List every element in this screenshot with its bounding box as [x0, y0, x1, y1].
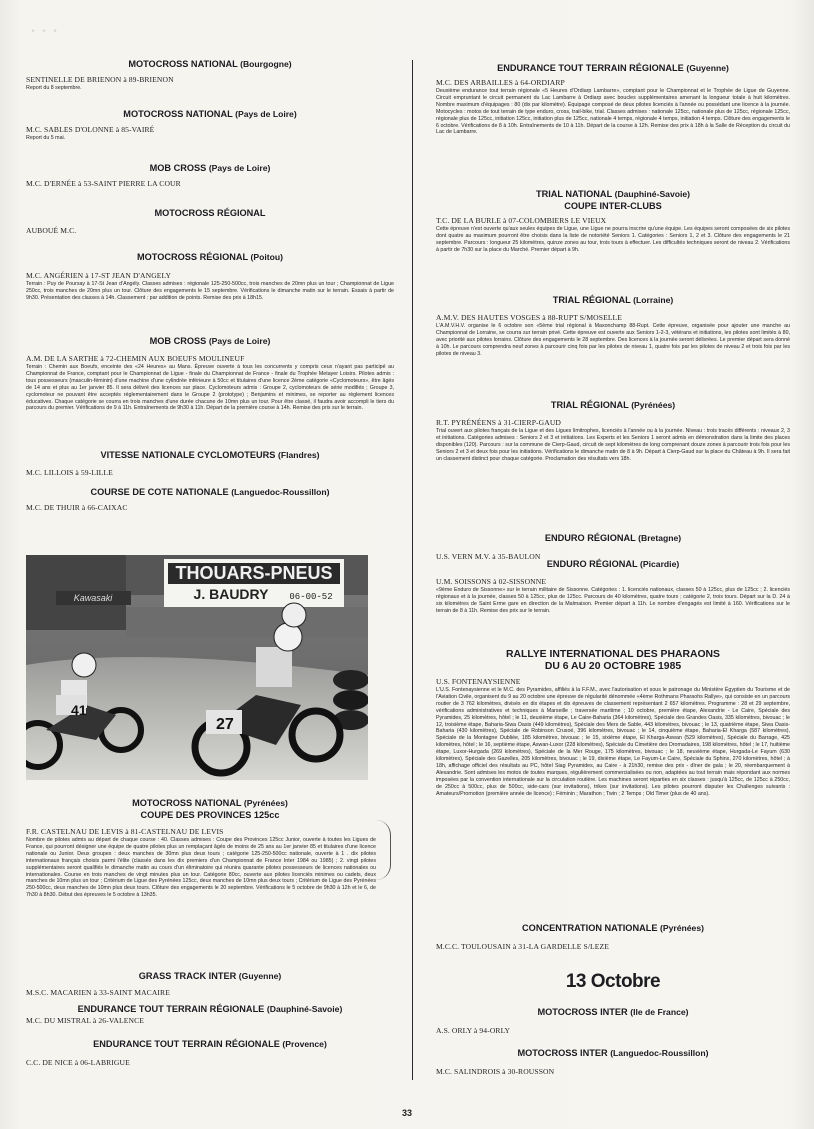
organizer: A.M. DE LA SARTHE à 72-CHEMIN AUX BOEUFS MOULINEUF	[26, 354, 245, 363]
event-details: L'U.S. Fontenaysienne et le M.C. des Pyramides, affiliés à la F.F.M., avec l'autorisation et sous le patronage du Ministère Égyptien du Tourisme et de l'Aviation Civile, organisent du 9 au 20 octobre une épreuve de régularité dénommée «4ème Rothmans Pharaohs Rallye», qui consiste en un parcours routier de 3 762 kilomètres, divisés en dix étapes et dix épreuves de classement représentant 2 657 kilomètres. Programme : 28 et 29 septembre, vérifications administratives et techniques à Marseille ; traversée maritime ; 10 octobre, première étape, Alexandrie - Le Caire, Spéciale des Pyramides, 25 kilomètres, hôtel ; le 11, deuxième étape, Le Caire-Baharia (364 kilomètres), Spéciale des Grandes Oasis, 335 kilomètres, bivouac ; le 12, troisième étape, Baharia-Siwa Oasis (449 kilomètres), Spéciale des Mers de Sable, 443 kilomètres, bivouac ; le 13, quatrième étape, Siwa Oasis-Baharia (430 kilomètres), Spéciale de Robinson Crusoé, 396 kilomètres, bivouac ; le 14, cinquième étape, Baharia-El Kharga (587 kilomètres), Spéciale de la Montagne Oubliée, 185 kilomètres, bivouac ; le 15, sixième étape, El Kharga-Aswan (529 kilomètres), Spéciale du Barrage, 425 kilomètres, hôtel ; le 16, septième étape, Aswan-Luxor (228 kilomètres), Spéciale du Cimetière des Dromadaires, 198 kilomètres, hôtel ; le 17, huitième étape, Luxor-Hurgada (269 kilomètres), Spéciale de la Mer Rouge, 175 kilomètres, bivouac ; le 18, neuvième étape, Hurgada-Le Fayum (630 kilomètres), Spéciale des Gazelles, 205 kilomètres, bivouac ; le 19, dixième étape, Le Fayum-Le Caire, Spéciale du Sphinx, 270 kilomètres, hôtel ; à 18h, affichage officiel des résultats au PC, hôtel Siag Pyramides, au Caire - à 21h30, remise des prix - dîner de gala ; le 20, réembarquement à Alexandrie. Sont admises les motos de toutes marques, régulièrement commercialisées ou non, adaptées au tout terrain mais répondant aux normes imposées par la convention internationale sur la circulation routière. Les machines seront réparties en six classes : jusqu'à 125cc, de 125cc à 250cc, de 250cc à 500cc, plus de 500cc, side-cars (sur invitations), trikes (sur invitations). Les pilotes pourront disputer les Challenges suivants : Amateurs/Promotion (première année de licence) ; Féminin ; Marathon ; Twin ; 2 Temps ; Old Timer (plus de 40 ans).	[436, 687, 790, 797]
event-block	[26, 449, 394, 478]
event-title: ENDURANCE TOUT TERRAIN RÉGIONALE (Dauphiné-Savoie)	[77, 1004, 343, 1014]
organizer: M.C. SABLES D'OLONNE à 85-VAIRÉ	[26, 125, 155, 134]
kawasaki-sign: Kawasaki	[73, 593, 113, 603]
page-number: 33	[401, 1108, 412, 1118]
event-block	[26, 486, 394, 513]
organizer: U.M. SOISSONS à 02-SISSONNE	[436, 577, 547, 586]
event-subtitle: DU 6 AU 20 OCTOBRE 1985	[544, 661, 682, 672]
event-title: ENDURANCE TOUT TERRAIN RÉGIONALE (Provence)	[93, 1039, 327, 1049]
event-block	[26, 797, 394, 899]
event-title: MOTOCROSS NATIONAL (Pays de Loire)	[123, 109, 297, 119]
event-details: Report du 5 mai.	[26, 135, 66, 141]
organizer: A.S. ORLY à 94-ORLY	[436, 1026, 511, 1035]
organizer: M.C. DU MISTRAL à 26-VALENCE	[26, 1016, 144, 1025]
event-title: VITESSE NATIONALE CYCLOMOTEURS (Flandres)	[100, 450, 320, 460]
event-title: MOTOCROSS RÉGIONAL	[154, 208, 266, 218]
event-block	[436, 649, 790, 798]
organizer: T.C. DE LA BURLE à 07-COLOMBIERS LE VIEUX	[436, 216, 607, 225]
event-title: ENDURO RÉGIONAL (Picardie)	[546, 559, 680, 569]
event-title: MOTOCROSS NATIONAL (Pyrénées)	[132, 798, 288, 808]
event-block	[436, 399, 790, 463]
event-details: Report du 8 septembre.	[26, 85, 82, 91]
event-title: TRIAL NATIONAL (Dauphiné-Savoie)	[535, 189, 691, 199]
race-photo-illustration	[26, 555, 368, 780]
organizer: SENTINELLE DE BRIENON à 89-BRIENON	[26, 75, 174, 84]
organizer: M.C. D'ERNÉE à 53-SAINT PIERRE LA COUR	[26, 179, 181, 188]
event-title: COURSE DE COTE NATIONALE (Languedoc-Roussillon)	[90, 487, 330, 497]
organizer: M.C. LILLOIS à 59-LILLE	[26, 468, 113, 477]
motocross-photo	[26, 555, 368, 780]
event-details: Terrain : Puy de Poursay à 17-St Jean d'Angély. Classes admises : régionale 125-250-500cc, trois manches de 20mn plus un tour ; Championnat de Ligue 250cc, trois manches de 20mn plus un tour. Clôture des engagements le 15 septembre. Vérifications le dimanche matin sur le terrain. Essais à partir de 9h30. Présentation des classes à 14h. Classement : par addition de points. Remise des prix à 18h15.	[26, 281, 394, 301]
event-title: TRIAL RÉGIONAL (Lorraine)	[552, 295, 674, 305]
event-block	[436, 558, 790, 615]
event-details: Cette épreuve n'est ouverte qu'aux seules équipes de Ligue, une Ligue ne pourra inscrire qu'une équipe. Les équipes seront composées de six pilotes dont quatre au maximum pourront être choisis dans la liste de notoriété Seniors 1. Catégories : Seniors 1, 2 et 3. Clôture des engagements le 21 septembre. Parcours : longueur 25 kilomètres, quinze zones au tour, trois tours à effectuer. Les difficultés techniques seront de niveau 2. Vérifications à partir de 7h30 sur la place du Marché. Premier départ à 9h.	[436, 226, 790, 253]
organizer: M.C. SALINDROIS à 30-ROUSSON	[436, 1067, 555, 1076]
event-subtitle: COUPE DES PROVINCES 125cc	[140, 810, 280, 820]
event-title: ENDURO RÉGIONAL (Bretagne)	[544, 533, 682, 543]
event-block	[26, 1038, 394, 1068]
event-block	[436, 188, 790, 254]
organizer: C.C. DE NICE à 06-LABRIGUE	[26, 1058, 130, 1067]
event-block	[26, 207, 394, 236]
event-block	[436, 1006, 790, 1036]
organizer: F.R. CASTELNAU DE LEVIS à 81-CASTELNAU DE LEVIS	[26, 827, 224, 836]
event-title: TRIAL RÉGIONAL (Pyrénées)	[550, 400, 676, 410]
event-title: MOTOCROSS RÉGIONAL (Poitou)	[137, 252, 283, 262]
banner-phone: 06-00-52	[289, 592, 333, 602]
organizer: U.S. FONTENAYSIENNE	[436, 677, 521, 686]
event-title: MOB CROSS (Pays de Loire)	[149, 163, 271, 173]
event-title: MOTOCROSS INTER (Ile de France)	[537, 1007, 689, 1017]
event-block	[436, 922, 790, 952]
event-block	[436, 1047, 790, 1077]
event-details: «9ème Enduro de Sissonne» sur le terrain militaire de Sissonne. Catégories : 1. licenciés nationaux, classes 50 à 125cc, plus de 125cc ; 2. licenciés régionaux et à la journée, classes 50 à 125cc, plus de 125cc. Parcours de 40 kilomètres, quatre tours ; catégorie 2, trois tours. Départ sur la D. 24 à six kilomètres de Saint Erme gare en direction de la Malmaison. Premier départ à 11h. Le nombre d'engagés est limité à 160. Vérifications sur le terrain de 8 à 11h. Remise des prix sur le terrain.	[436, 587, 790, 614]
bleed-through-text: · · ·	[30, 18, 58, 43]
event-block	[26, 1003, 394, 1026]
event-block	[26, 335, 394, 412]
event-block	[436, 294, 790, 358]
event-title: MOTOCROSS NATIONAL (Bourgogne)	[128, 59, 292, 69]
organizer: M.S.C. MACARIEN à 33-SAINT MACAIRE	[26, 988, 170, 997]
race-number-right: 27	[216, 716, 234, 733]
event-details: Nombre de pilotes admis au départ de chaque course : 40. Classes admises : Coupe des Provinces 125cc Junior, ouverte à toutes les Ligues de France, qui pourront désigner une équipe de quatre pilotes plus un remplaçant âgés de moins de 25 ans au 1er janvier 85 et titulaires d'une licence nationale ou Junior. Deux groupes : deux manches de 30mn plus deux tours ; catégorie 125-250-500cc nationale, ouverte à 1 . dix pilotes internationaux français choisis parmi l'élite (classés dans les dix premiers d'un Championnat de France Inter 1984 ou 1985) ; 2. vingt pilotes supplémentaires seront qualifiés le dimanche matin au cours d'un éliminatoire qui réunira quarante pilotes possesseurs de licences nationales ou internationales. Course en trois manches de vingt minutes plus un tour. Catégorie 80cc, ouverte aux pilotes licenciés minimes ou cadets, deux manches de 10mn plus un tour ; Critérium de Ligue des Pyrénées 125cc, deux manches de 10mn plus deux tours ; Critérium de Ligue des Pyrénées 250-500cc, deux manches de 10mn plus deux tours. Clôture des engagements le 20 septembre. Vérifications le 5 octobre de 9h30 à 12h et le 6, de 7h30 à 8h30. Début des épreuves le 5 octobre à 13h35.	[26, 837, 376, 899]
event-block	[26, 108, 394, 142]
organizer: A.M.V. DES HAUTES VOSGES à 88-RUPT S/MOSELLE	[436, 313, 623, 322]
event-details: Trial ouvert aux pilotes français de la Ligue et des Ligues limitrophes, licenciés à l'année ou à la journée. Niveau : trois tracés différents : niveaux 2, 3 et initiations. Catégories admises : Seniors 2 et 3 et initiations. Les Experts et les Seniors 1 seront admis en démonstration dans la limite des places disponibles (120). Parcours : sur la commune de Cierp-Gaud, circuit de sept kilomètres de long comprenant douze zones à parcourir trois fois pour les Seniors 2 et 3 et deux fois pour les initiations. Vérifications le dimanche matin de 8 à 9h. Départ à Cierp-Gaud sur la place du Château à 9h. Il sera fait un classement distinct pour chaque catégorie. Proclamation des résultats vers 18h.	[436, 428, 790, 462]
event-block	[26, 58, 394, 92]
event-details: L'A.M.V.H.V. organise le 6 octobre son «5ème trial régional à Maxonchamp 88-Rupt. Cette épreuve, organisée pour ajouter une manche au Championnat de Lorraine, se courra sur terrain privé. Cette épreuve est ouverte aux Seniors 1-2-3, vétérans et initiations, les pilotes sont limités à 80, avec priorité aux pilotes lorrains. Clôture des engagements le 28 septembre. Des licences à la journée seront délivrées. Le premier départ sera donné à 10h. Le parcours comprendra neuf zones à parcourir cinq fois par les pilotes de niveau 1, quatre fois par les pilotes de niveau 2 et trois fois par les pilotes de niveau 3.	[436, 323, 790, 357]
organizer: U.S. VERN M.V. à 35-BAULON	[436, 552, 541, 561]
event-title: MOTOCROSS INTER (Languedoc-Roussillon)	[517, 1048, 709, 1058]
race-number-left: 41	[71, 702, 87, 718]
organizer: M.C.C. TOULOUSAIN à 31-LA GARDELLE S/LEZE	[436, 942, 609, 951]
organizer: R.T. PYRÉNÉENS à 31-CIERP-GAUD	[436, 418, 561, 427]
column-divider	[412, 60, 413, 1080]
event-block	[26, 251, 394, 302]
date-heading: 13 Octobre	[565, 971, 661, 992]
banner-text: THOUARS-PNEUS	[175, 563, 333, 583]
event-details: Terrain : Chemin aux Boeufs, enceinte des «24 Heures» au Mans. Épreuve ouverte à tous les concurrents y compris ceux n'ayant pas participé au Championnat de France, comptant pour le Championnat de Ligue - finale du Championnat de France - finale du Trophée Metayer Loisirs. Pilotes admis : tous possesseurs (masculin-féminin) d'une machine d'une cylindrée inférieure à 50cc et titulaires d'une licence 2ème catégorie «Cyclomoteurs», être âgés de 14 ans et plus au 1er janvier 85. Il sera délivré des licences sur place. Cyclomoteurs admis : Groupe 2, cyclomoteurs de série modifiés ; Groupe 3, cyclomoteur ne pouvant être acceptés réglementairement dans le Groupe 2 (prototype) ; Benjamins et minimes, se reporter au règlement licences éducatives. Chaque catégorie se courra en trois manches d'une durée chacune de 10mn plus un tour. Pour être classé, il faudra avoir accompli le tiers du parcours du premier. Vérifications de 9 à 11h. Entraînements de 9h30 à 11h. Départ de la première course à 14h. Remise des prix sur le terrain.	[26, 364, 394, 412]
event-title: RALLYE INTERNATIONAL DES PHARAONS	[506, 649, 720, 660]
event-title: ENDURANCE TOUT TERRAIN RÉGIONALE (Guyenne)	[497, 63, 729, 73]
organizer: AUBOUÉ M.C.	[26, 226, 77, 235]
event-block	[26, 162, 394, 189]
event-block	[26, 970, 394, 998]
event-title: GRASS TRACK INTER (Guyenne)	[138, 971, 282, 981]
organizer: M.C. DES ARBAILLES à 64-ORDIARP	[436, 78, 565, 87]
organizer: M.C. DE THUIR à 66-CAIXAC	[26, 503, 128, 512]
event-title: MOB CROSS (Pays de Loire)	[149, 336, 271, 346]
event-details: Deuxième endurance tout terrain régionale «5 Heures d'Ordiarp Lambarre», comptant pour le Championnat et le Trophée de Ligue de Guyenne. Circuit empruntant le circuit permanent du Lac Lambarre à Ordiarp avec boucles supplémentaires amenant la longueur totale à huit kilomètres. Nombre maximum d'équipages : 80 (dix par kilomètre). Équipage composé de deux pilotes licenciés à l'année ou possédant une licence à la journée. Motocycles : motos de tout terrain de type enduro, cross, trail-bike, trial. Classes admises : nationale 125cc, nationale plus de 125cc, régionale 125cc, régionale plus de 125cc, initiation 125cc, initiation plus de 125cc, nationale 4 temps, régionale 4 temps, initiation 4 temps. Clôture des engagements le 6 octobre. Vérifications de 8 à 10h. Entraînements de 10 à 11h. Départ de la course à 12h. Remise des prix à 18h à la Salle de Réception du circuit du Lac de Lambarre.	[436, 88, 790, 136]
event-subtitle: COUPE INTER-CLUBS	[564, 201, 662, 211]
organizer: M.C. ANGÉRIEN à 17-ST JEAN D'ANGELY	[26, 271, 172, 280]
event-title: CONCENTRATION NATIONALE (Pyrénées)	[522, 923, 704, 933]
hand-drawn-bracket	[376, 820, 391, 880]
event-block	[436, 62, 790, 136]
banner-sub-text: J. BAUDRY	[193, 586, 269, 602]
